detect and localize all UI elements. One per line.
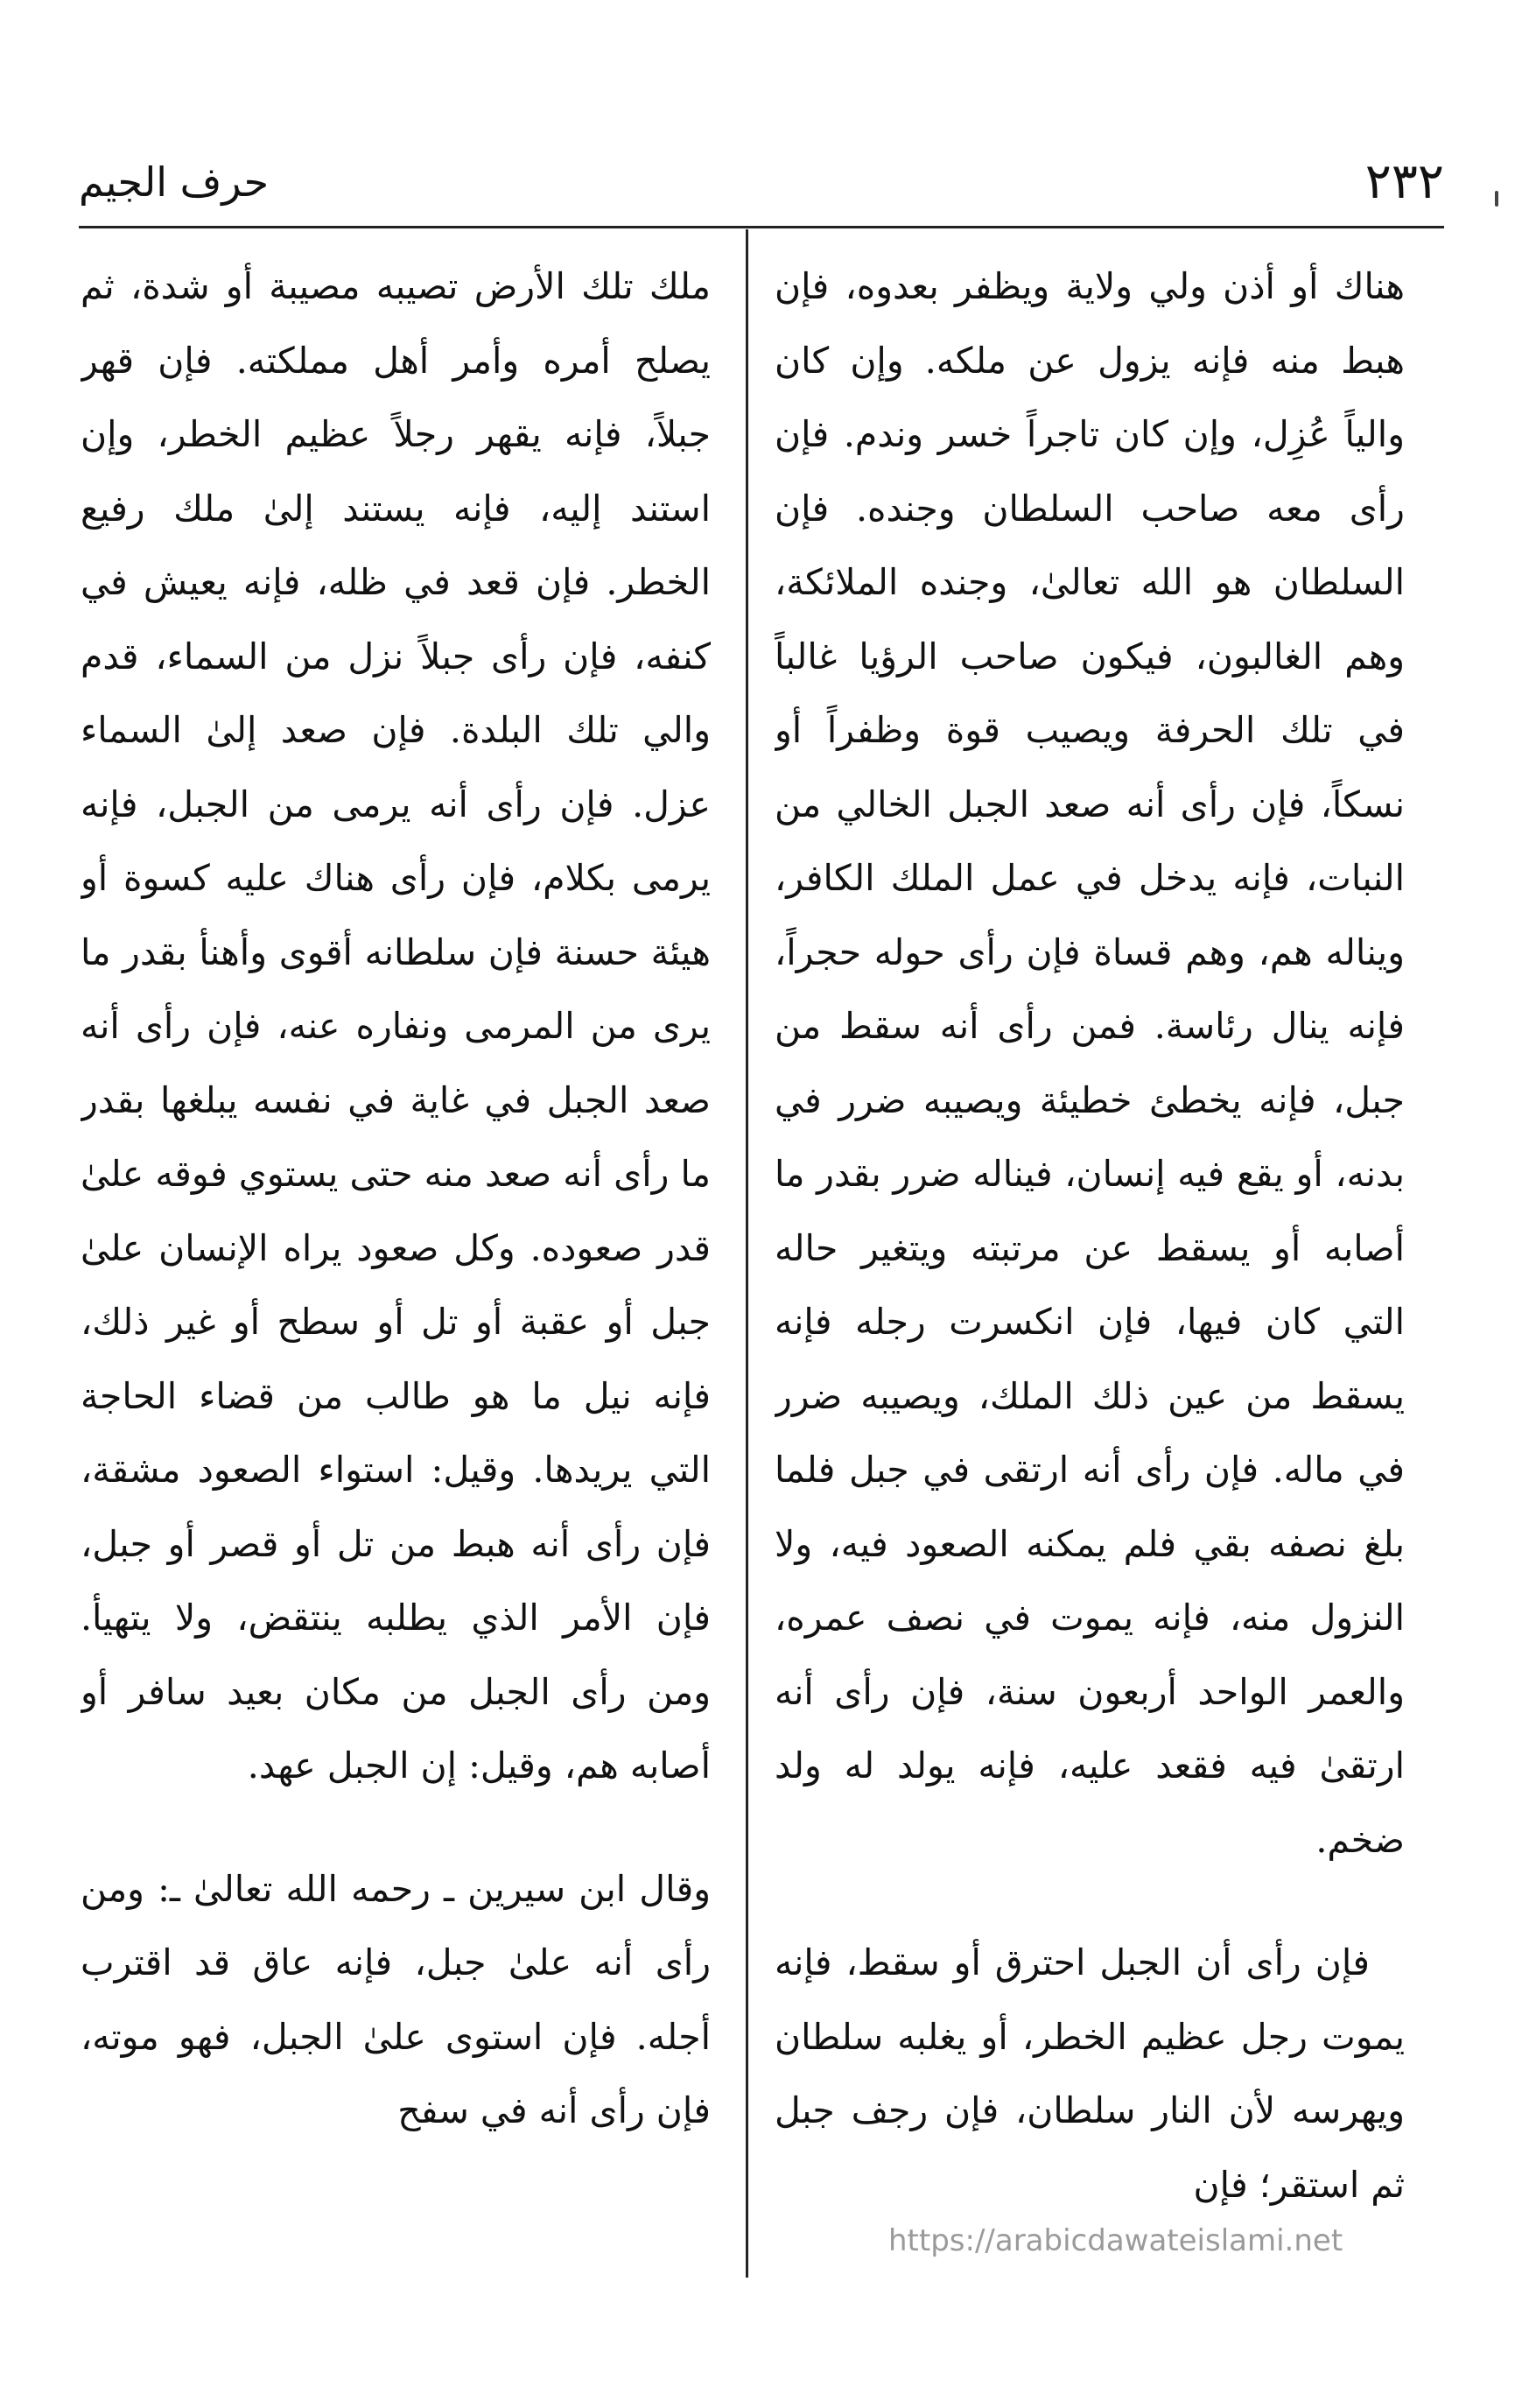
paragraph: فإن رأى أن الجبل احترق أو سقط، فإنه يموت رجل عظيم الخطر، أو يغلبه سلطان ويهرسه لأن النار سلطان، فإن رجف جبل ثم استقر؛ فإن — [775, 1941, 1405, 2206]
scan-speck — [1495, 191, 1498, 207]
column-divider — [746, 229, 748, 2278]
page-header — [79, 149, 1444, 219]
header-rule — [79, 226, 1444, 228]
running-title: حرف الجيم — [79, 158, 270, 206]
watermark-url: https://arabicdawateislami.net — [888, 2223, 1343, 2258]
paragraph: هناك أو أذن ولي ولاية ويظفر بعدوه، فإن هبط منه فإنه يزول عن ملكه. وإن كان والياً عُزِل، وإن كان تاجراً خسر وندم. فإن رأى معه صاحب السلطان وجنده. فإن السلطان هو الله تعالىٰ، وجنده الملائكة، وهم الغالبون، فيكون صاحب الرؤيا غالباً في تلك الحرفة ويصيب قوة وظفراً أو نسكاً، فإن رأى أنه صعد الجبل الخالي من النبات، فإنه يدخل في عمل الملك الكافر، ويناله هم، وهم قساة فإن رأى حوله حجراً، فإنه ينال رئاسة. فمن رأى أنه سقط من جبل، فإنه يخطئ خطيئة ويصيبه ضرر في بدنه، أو يقع فيه إنسان، فيناله ضرر بقدر ما أصابه أو يسقط عن مرتبته ويتغير حاله التي كان فيها، فإن انكسرت رجله فإنه يسقط من عين ذلك الملك، ويصيبه ضرر في ماله. فإن رأى أنه ارتقى في جبل فلما بلغ نصفه بقي فلم يمكنه الصعود فيه، ولا النزول منه، فإنه يموت في نصف عمره، والعمر الواحد أربعون سنة، فإن رأى أنه ارتقىٰ فيه فقعد عليه، فإنه يولد له ولد ضخم. — [775, 265, 1405, 1861]
page-number: ٢٣٢ — [1364, 153, 1444, 210]
paragraph: وقال ابن سيرين ـ رحمه الله تعالىٰ ـ: ومن رأى أنه علىٰ جبل، فإنه عاق قد اقترب أجله. فإن استوى علىٰ الجبل، فهو موته، فإن رأى أنه في سفح — [81, 1867, 711, 2131]
paragraph: ملك تلك الأرض تصيبه مصيبة أو شدة، ثم يصلح أمره وأمر أهل مملكته. فإن قهر جبلاً، فإنه يقهر رجلاً عظيم الخطر، وإن استند إليه، فإنه يستند إلىٰ ملك رفيع الخطر. فإن قعد في ظله، فإنه يعيش في كنفه، فإن رأى جبلاً نزل من السماء، قدم والي تلك البلدة. فإن صعد إلىٰ السماء عزل. فإن رأى أنه يرمى من الجبل، فإنه يرمى بكلام، فإن رأى هناك عليه كسوة أو هيئة حسنة فإن سلطانه أقوى وأهنأ بقدر ما يرى من المرمى ونفاره عنه، فإن رأى أنه صعد الجبل في غاية في نفسه يبلغها بقدر ما رأى أنه صعد منه حتى يستوي فوقه علىٰ قدر صعوده. وكل صعود يراه الإنسان علىٰ جبل أو عقبة أو تل أو سطح أو غير ذلك، فإنه نيل ما هو طالب من قضاء الحاجة التي يريدها. وقيل: استواء الصعود مشقة، فإن رأى أنه هبط من تل أو قصر أو جبل، فإن الأمر الذي يطلبه ينتقض، ولا يتهيأ. ومن رأى الجبل من مكان بعيد سافر أو أصابه هم، وقيل: إن الجبل عهد. — [81, 265, 711, 1787]
column-right — [775, 249, 1405, 2280]
column-left — [81, 249, 711, 2280]
